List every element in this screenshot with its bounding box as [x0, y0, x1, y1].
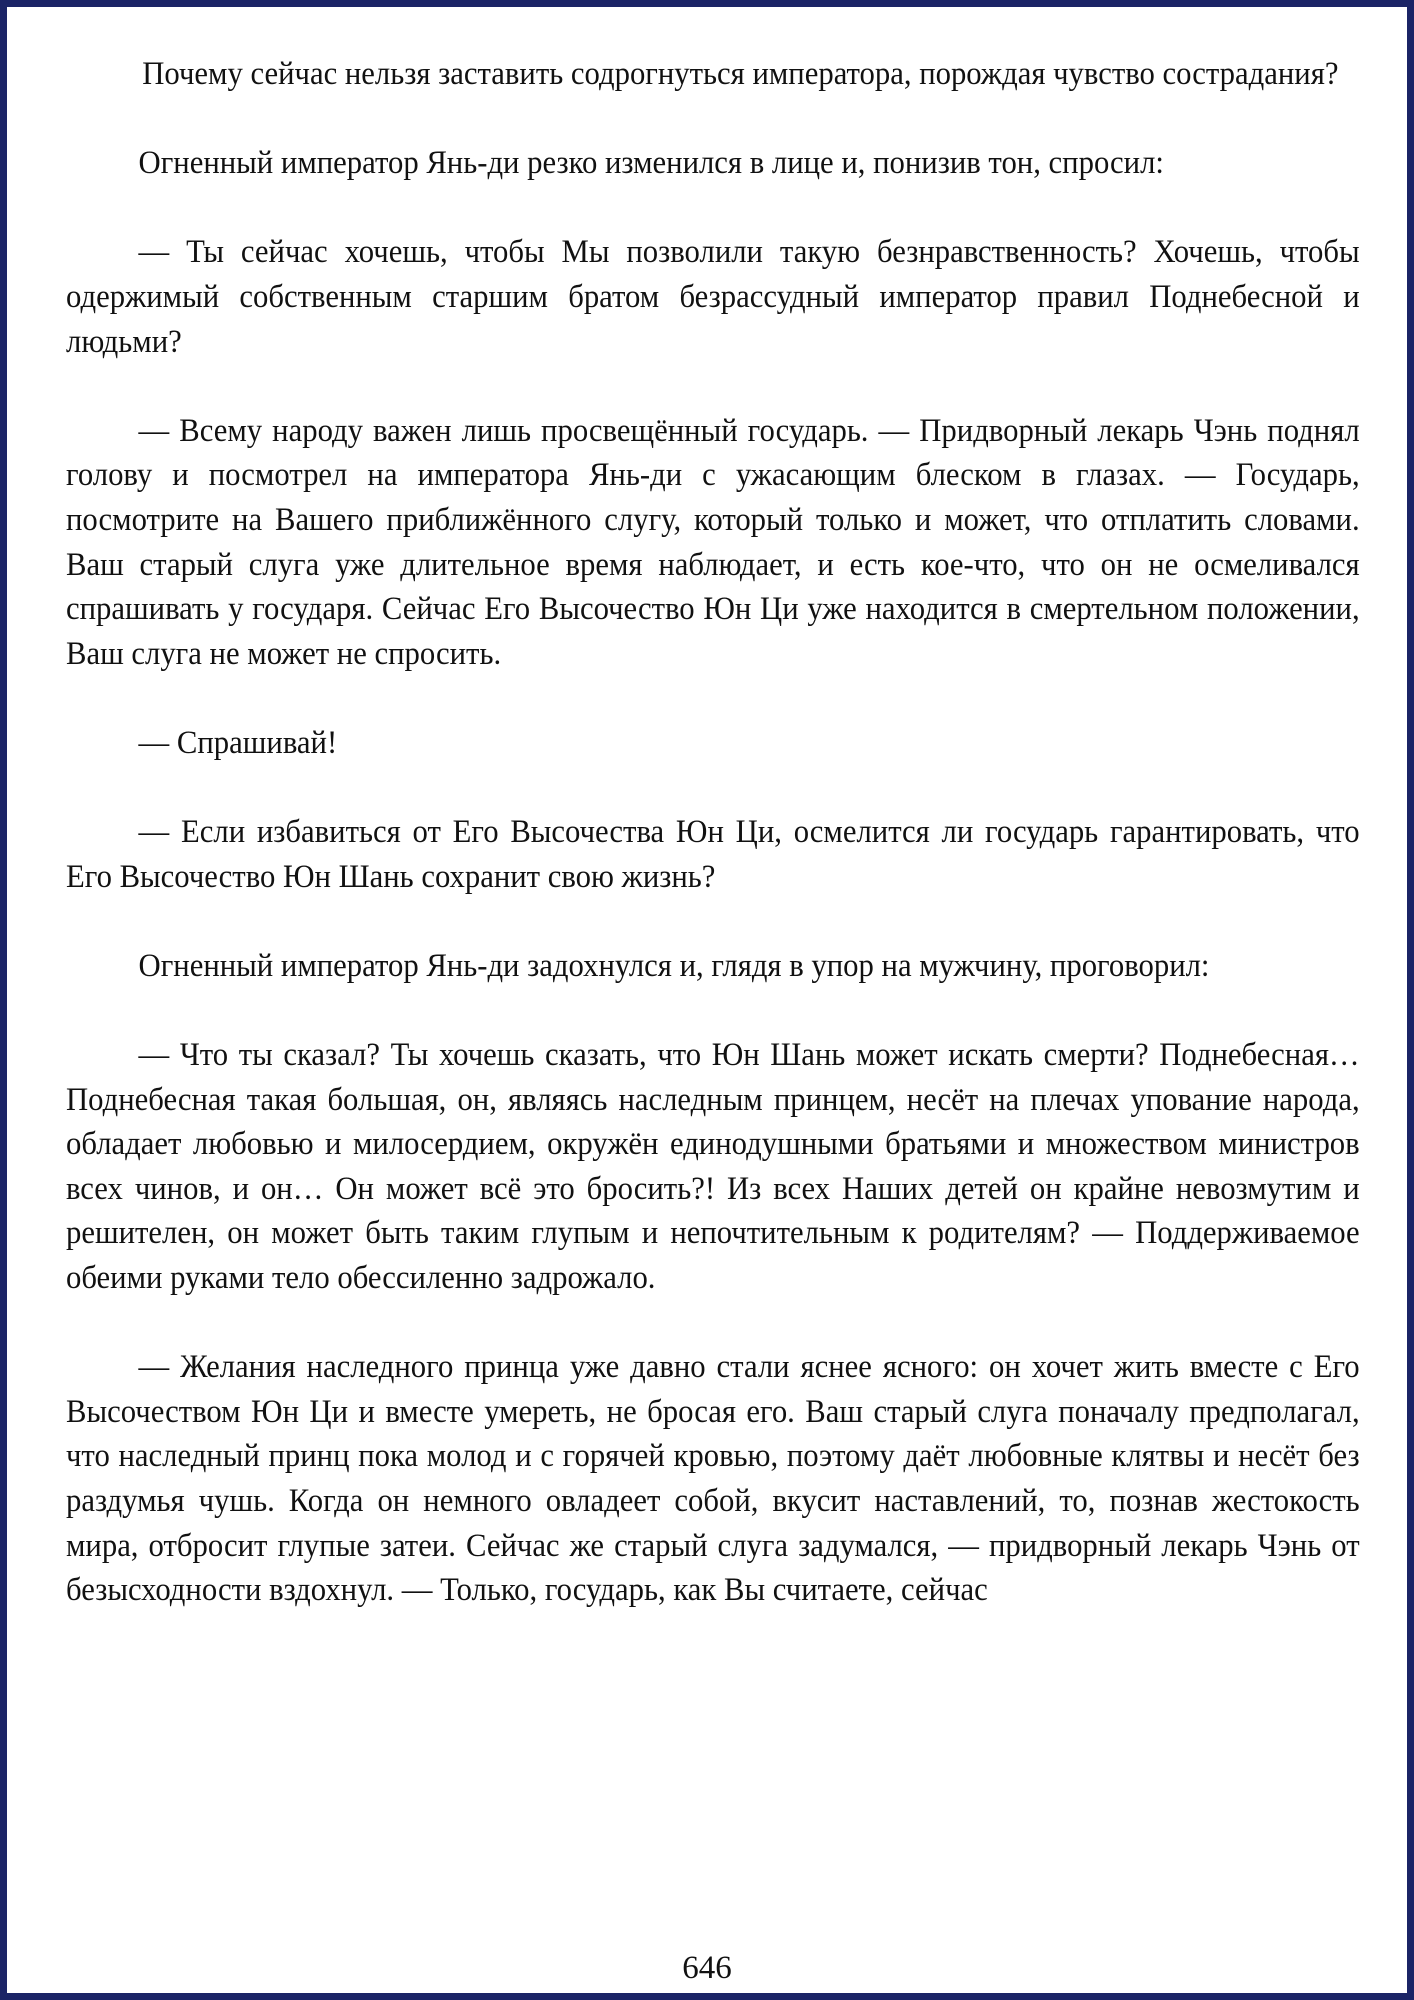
- page-number: 646: [682, 1950, 732, 1986]
- paragraph: — Спрашивай!: [138, 724, 338, 761]
- paragraph: — Желания наследного принца уже давно стали яснее ясного: он хочет жить вместе с Его Высочеством Юн Ци и вместе умереть, не бросая его. Ваш старый слуга поначалу предполагал, что наследный принц пока молод и с горячей кровью, поэтому даёт любовные клятвы и несёт без раздумья чушь. Когда он немного овладеет собой, вкусит наставлений, то, познав жестокость мира, отбросит глупые затеи. Сейчас же старый слуга задумался, — придворный лекарь Чэнь от безысходности вздохнул. — Только, государь, как Вы считаете, сейчас: [66, 1349, 1360, 1609]
- paragraph: — Если избавиться от Его Высочества Юн Ци, осмелится ли государь гарантировать, что Его Высочество Юн Шань сохранит свою жизнь?: [66, 814, 1360, 895]
- paragraph: Огненный император Янь-ди задохнулся и, глядя в упор на мужчину, проговорил:: [138, 947, 1210, 984]
- paragraph: — Ты сейчас хочешь, чтобы Мы позволили такую безнравственность? Хочешь, чтобы одержимый собственным старшим братом безрассудный император правил Поднебесной и людьми?: [66, 234, 1360, 360]
- page-body: [66, 52, 1360, 1657]
- paragraph: Почему сейчас нельзя заставить содрогнуться императора, порождая чувство сострадания?: [142, 56, 1339, 92]
- paragraph: — Что ты сказал? Ты хочешь сказать, что Юн Шань может искать смерти? Поднебесная… Поднебесная такая большая, он, являясь наследным принцем, несёт на плечах упование народа, обладает любовью и милосердием, окружён единодушными братьями и множеством министров всех чинов, и он… Он может всё это бросить?! Из всех Наших детей он крайне невозмутим и решителен, он может быть таким глупым и непочтительным к родителям? — Поддерживаемое обеими руками тело обессиленно задрожало.: [66, 1037, 1360, 1297]
- paragraph: — Всему народу важен лишь просвещённый государь. — Придворный лекарь Чэнь поднял голову и посмотрел на императора Янь-ди с ужасающим блеском в глазах. — Государь, посмотрите на Вашего приближённого слугу, который только и может, что отплатить словами. Ваш старый слуга уже длительное время наблюдает, и есть кое-что, что он не осмеливался спрашивать у государя. Сейчас Его Высочество Юн Ци уже находится в смертельном положении, Ваш слуга не может не спросить.: [66, 412, 1360, 672]
- paragraph: Огненный император Янь-ди резко изменился в лице и, понизив тон, спросил:: [138, 145, 1164, 182]
